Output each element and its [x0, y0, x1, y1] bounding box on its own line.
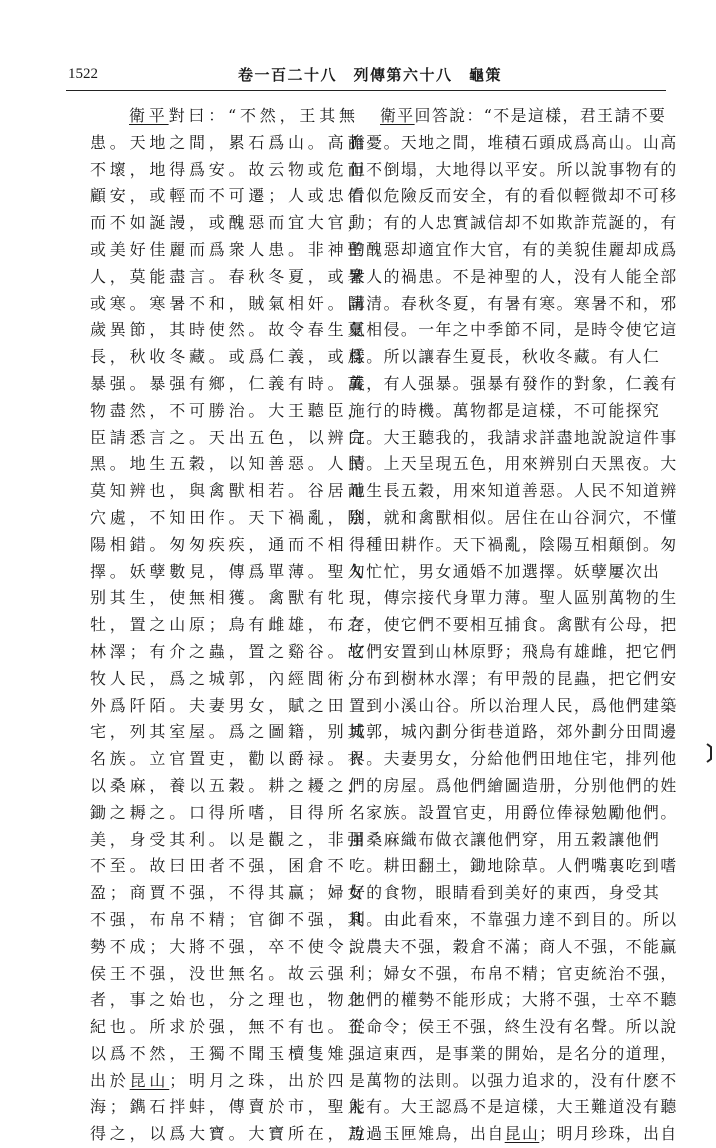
- text-line: 界。夫妻男女，分給他們田地住宅，排列他: [349, 749, 678, 769]
- text-line: 或寒。寒暑不和，賊氣相奸。同: [90, 293, 368, 313]
- text-line: 名族。立官置吏，勸以爵禄。衣: [90, 749, 368, 769]
- text-line: 利；婦女不强，布帛不精；官吏統治不强，: [349, 963, 678, 983]
- text-line: 衛平對曰：“不然，王其無: [129, 106, 359, 125]
- running-title: 卷一百二十八 列傳第六十八 龜策: [238, 66, 503, 84]
- text-line: 得之，以爲大寶。大寶所在，乃: [90, 1124, 368, 1144]
- place-name: 昆山: [504, 1124, 540, 1144]
- text-line: 動；有的人忠實誠信却不如欺詐荒誕的，有: [349, 213, 678, 233]
- text-line: 物盡然，不可勝治。大王聽臣，: [90, 400, 368, 420]
- translation-column: [349, 103, 678, 1148]
- text-line: 鋤之耨之。口得所嗜，目得所: [90, 802, 348, 822]
- text-line: 樣。所以讓春生夏長，秋收冬藏。有人仁: [349, 347, 661, 367]
- text-line: 黑。地生五穀，以知善惡。人民: [90, 454, 368, 474]
- text-line: 美，身受其利。以是觀之，非强: [90, 829, 368, 849]
- text-line: 顧安，或輕而不可遷；人或忠信: [90, 186, 368, 206]
- text-line: 講清。春秋冬夏，有暑有寒。寒暑不和，邪: [349, 293, 678, 313]
- text-line: 患。天地之間，累石爲山。高而: [90, 132, 368, 152]
- text-line: 城郭，城內劃分街巷道路，郊外劃分田間邊: [349, 722, 678, 742]
- text-line: 以桑麻，養以五穀。耕之耰之，: [90, 775, 368, 795]
- text-line: 氣相侵。一年之中季節不同，是時令使它這: [349, 320, 678, 340]
- text-line: 完。大王聽我的，我請求詳盡地說說這件事: [349, 427, 678, 447]
- text-line: 是萬物的法則。以强力追求的，没有什麽不: [349, 1070, 678, 1090]
- running-header: [0, 64, 716, 88]
- text-line: 但不倒塌，大地得以平安。所以說事物有的: [349, 159, 678, 179]
- text-line: 紀也。所求於强，無不有也。王: [90, 1017, 368, 1037]
- text-line: 們的房屋。爲他們繪圖造册，分别他們的姓: [349, 775, 678, 795]
- text-line: 現，傳宗接代身單力薄。聖人區别萬物的生: [349, 588, 678, 608]
- speaker-name: 衛平: [380, 106, 415, 125]
- text-line: 施行的時機。萬物都是這樣，不可能探究: [349, 400, 661, 420]
- text-line: 它們安置到山林原野；飛鳥有雄雌，把它們: [349, 641, 678, 661]
- text-line: 說農夫不强，穀倉不滿；商人不强，不能赢: [349, 936, 678, 956]
- text-line: 地生長五穀，用來知道善惡。人民不知道辨: [349, 481, 678, 501]
- text-line: 分布到樹林水澤；有甲殼的昆蟲，把它們安: [349, 668, 678, 688]
- text-line: 長，秋收冬藏。或爲仁義，或爲: [90, 347, 368, 367]
- text-line: 用桑麻織布做衣讓他們穿，用五穀讓他們: [349, 829, 661, 849]
- text-line: 或美好佳麗而爲衆人患。非神聖: [90, 239, 368, 259]
- text-line: 强這東西，是事業的開始，是名分的道理，: [349, 1043, 678, 1063]
- text-line: 吃。耕田翻土，鋤地除草。人們嘴裏吃到嗜: [349, 856, 678, 876]
- text-line: 說過玉匣雉鳥，出自昆山；明月珍珠，出自: [349, 1124, 678, 1144]
- text-line: 侯王不强，没世無名。故云强: [90, 963, 348, 983]
- text-line: 莫知辨也，與禽獸相若。谷居而: [90, 481, 368, 501]
- text-line: 以爲不然，王獨不聞玉櫝隻雉，: [90, 1043, 368, 1063]
- text-line: 穴處，不知田作。天下禍亂，陰: [90, 507, 368, 527]
- text-line: 外爲阡陌。夫妻男女，賦之田: [90, 695, 348, 715]
- text-line: 者，事之始也，分之理也，物之: [90, 990, 368, 1010]
- text-line: 牧人民，爲之城郭，內經閭術，: [90, 668, 368, 688]
- text-line: 林澤；有介之蟲，置之谿谷。故: [90, 641, 368, 661]
- text-line: 能有。大王認爲不是這樣，大王難道没有聽: [349, 1097, 678, 1117]
- text-line: 名家族。設置官吏，用爵位俸禄勉勵他們。: [349, 802, 678, 822]
- classical-text-column: [90, 103, 367, 1148]
- text-line: 不强，布帛不精；官御不强，其: [90, 909, 368, 929]
- text-line: 勢不成；大將不强，卒不使令；: [90, 936, 368, 956]
- text-line: 臣請悉言之。天出五色，以辨白: [90, 427, 368, 447]
- text-line: 擔憂。天地之間，堆積石頭成爲高山。山高: [349, 132, 678, 152]
- text-line: 義，有人强暴。强暴有發作的對象，仁義有: [349, 373, 678, 393]
- header-rule: [66, 90, 666, 91]
- text-line: 得種田耕作。天下禍亂，陰陽互相顛倒。匆: [349, 534, 678, 554]
- speaker-name: 衛平: [129, 106, 169, 125]
- binding-edge-mark: [706, 743, 713, 763]
- text-line: 匆忙忙，男女通婚不加選擇。妖孽屢次出: [349, 561, 661, 581]
- text-line: 盈；商賈不强，不得其赢；婦女: [90, 883, 368, 903]
- place-name: 昆山: [129, 1070, 170, 1090]
- text-line: 衛平回答說：“不是這樣，君王請不要: [380, 106, 667, 125]
- text-line: 置到小溪山谷。所以治理人民，爲他們建築: [349, 695, 678, 715]
- text-line: 出於昆山；明月之珠，出於四: [90, 1070, 348, 1090]
- text-line: 不壞，地得爲安。故云物或危而: [90, 159, 368, 179]
- text-line: 宅，列其室屋。爲之圖籍，别其: [90, 722, 368, 742]
- text-line: 暴强。暴强有鄉，仁義有時。萬: [90, 373, 368, 393]
- text-line: 從命令；侯王不强，終生没有名聲。所以說: [349, 1017, 678, 1037]
- text-line: 他們的權勢不能形成；大將不强，士卒不聽: [349, 990, 678, 1010]
- page-number: 1522: [68, 66, 98, 82]
- text-line: 看似危險反而安全，有的看似輕微却不可移: [349, 186, 678, 206]
- text-line: 别，就和禽獸相似。居住在山谷洞穴，不懂: [349, 507, 678, 527]
- text-line: 不至。故曰田者不强，囷倉不: [90, 856, 348, 876]
- text-line: 陽相錯。匆匆疾疾，通而不相: [90, 534, 348, 554]
- text-line: 而不如誕謾，或醜惡而宜大官，: [90, 213, 368, 233]
- text-line: 情。上天呈現五色，用來辨别白天黑夜。大: [349, 454, 678, 474]
- text-line: 的醜惡却適宜作大官，有的美貌佳麗却成爲: [349, 239, 678, 259]
- text-line: 衆人的禍患。不是神聖的人，没有人能全部: [349, 266, 678, 286]
- text-line: 人，莫能盡言。春秋冬夏，或暑: [90, 266, 368, 286]
- text-line: 好的食物，眼睛看到美好的東西，身受其: [349, 883, 661, 903]
- text-line: 利。由此看來，不靠强力達不到目的。所以: [349, 909, 678, 929]
- text-line: 牡，置之山原；鳥有雌雄，布之: [90, 615, 368, 635]
- text-line: 别其生，使無相獲。禽獸有牝: [90, 588, 348, 608]
- text-line: 海；鐫石拌蚌，傳賣於市，聖人: [90, 1097, 368, 1117]
- text-line: 歲異節，其時使然。故令春生夏: [90, 320, 368, 340]
- text-line: 擇。妖孽數見，傳爲單薄。聖人: [90, 561, 368, 581]
- text-line: 存，使它們不要相互捕食。禽獸有公母，把: [349, 615, 678, 635]
